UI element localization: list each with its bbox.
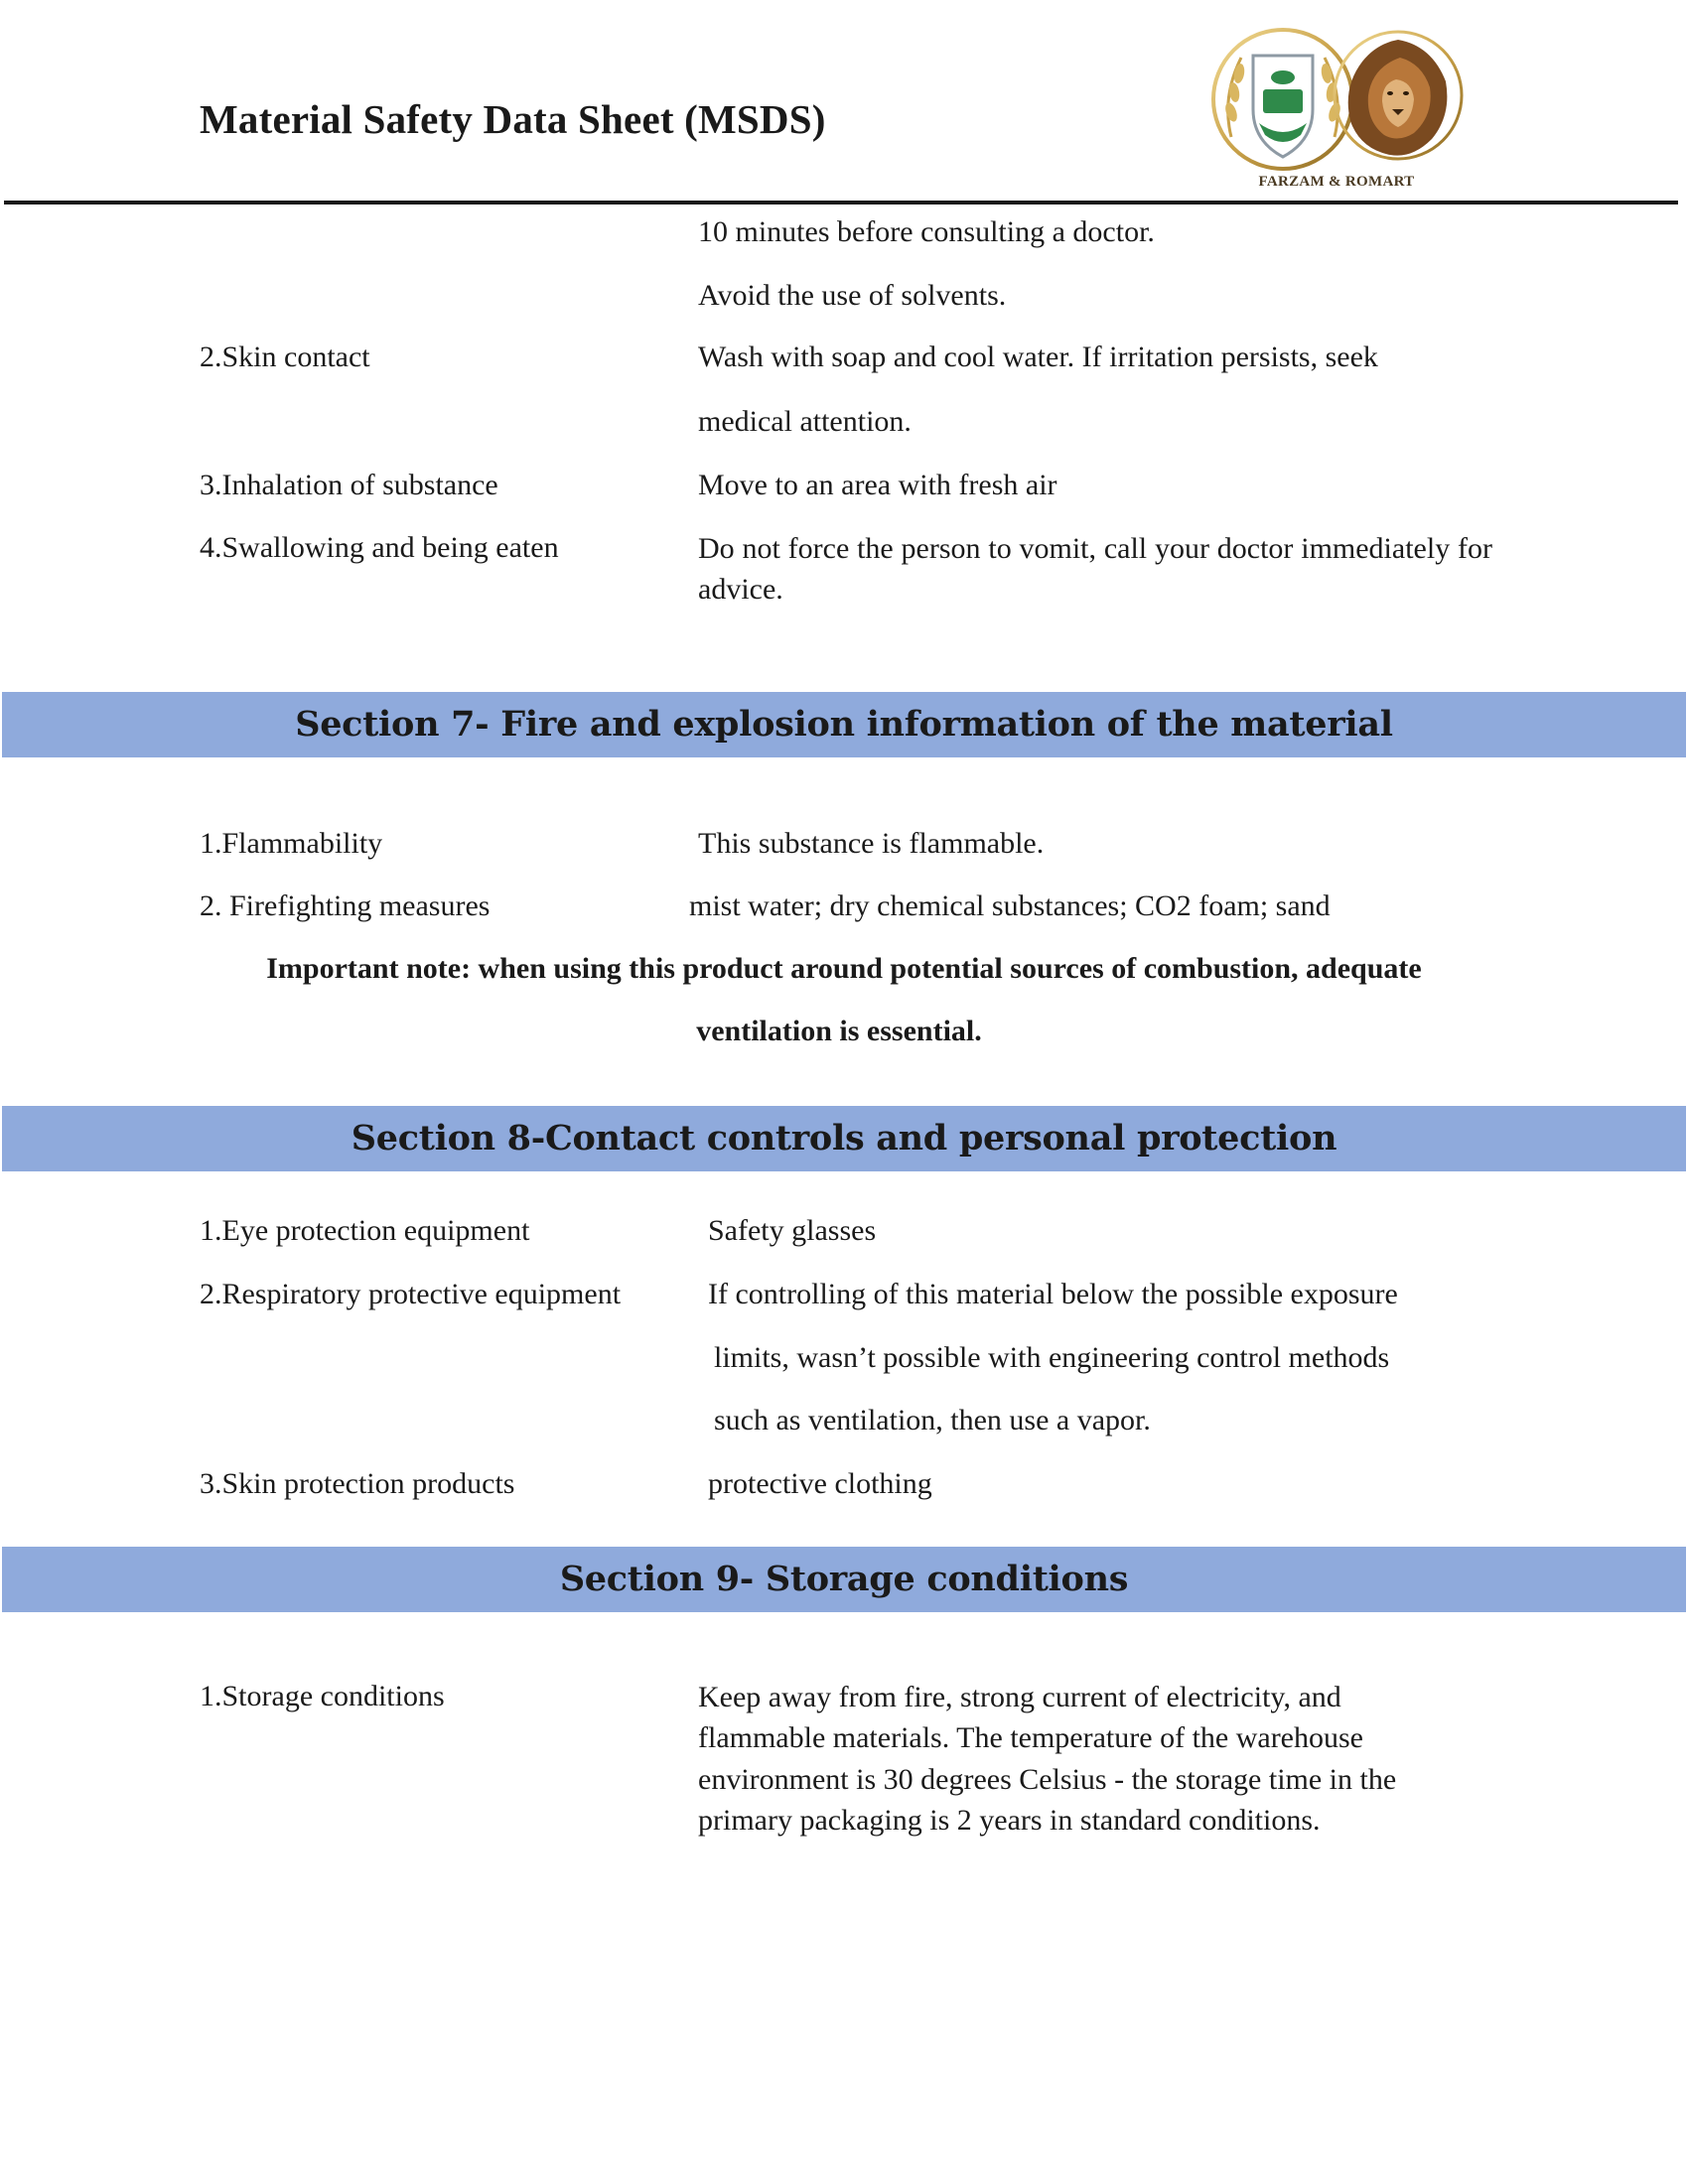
section-9-value-storage-line4: primary packaging is 2 years in standard conditions. <box>698 1804 1321 1837</box>
section-7-important-note-line2: ventilation is essential. <box>696 1015 982 1047</box>
first-aid-value-skin-line2: medical attention. <box>698 405 912 438</box>
section-7-value-firefighting: mist water; dry chemical substances; CO2 foam; sand <box>689 889 1331 922</box>
section-7-label-flammability: 1.Flammability <box>200 827 383 860</box>
first-aid-label-swallowing: 4.Swallowing and being eaten <box>200 531 559 564</box>
section-8-header <box>2 1106 1686 1171</box>
section-8-label-skin: 3.Skin protection products <box>200 1467 515 1500</box>
section-7-title: Section 7- Fire and explosion information of the material <box>295 704 1393 745</box>
first-aid-solvents-note: Avoid the use of solvents. <box>698 279 1007 312</box>
logo-emblem-icon <box>1201 18 1479 197</box>
header-divider <box>4 201 1678 205</box>
section-7-label-firefighting: 2. Firefighting measures <box>200 889 491 922</box>
company-logo <box>1201 18 1479 197</box>
section-7-value-flammability: This substance is flammable. <box>698 827 1045 860</box>
section-9-value-storage-line3: environment is 30 degrees Celsius - the storage time in the <box>698 1763 1397 1796</box>
section-8-value-skin: protective clothing <box>708 1467 932 1500</box>
logo-caption: FARZAM & ROMART <box>1258 174 1415 190</box>
section-8-value-eye: Safety glasses <box>708 1214 877 1247</box>
section-8-value-respiratory-line1: If controlling of this material below the possible exposure <box>708 1278 1398 1310</box>
section-8-value-respiratory-line2: limits, wasn’t possible with engineering control methods <box>714 1341 1390 1374</box>
section-8-label-respiratory: 2.Respiratory protective equipment <box>200 1278 622 1310</box>
section-7-important-note-line1: Important note: when using this product around potential sources of combustion, adequate <box>266 952 1422 985</box>
first-aid-value-skin-line1: Wash with soap and cool water. If irritation persists, seek <box>698 341 1378 373</box>
section-9-value-storage-line1: Keep away from fire, strong current of electricity, and <box>698 1681 1341 1713</box>
section-8-value-respiratory-line3: such as ventilation, then use a vapor. <box>714 1404 1151 1436</box>
first-aid-value-inhalation: Move to an area with fresh air <box>698 469 1057 501</box>
section-9-label-storage: 1.Storage conditions <box>200 1680 445 1712</box>
section-9-value-storage-line2: flammable materials. The temperature of the warehouse <box>698 1721 1363 1754</box>
first-aid-eye-continuation: 10 minutes before consulting a doctor. <box>698 215 1155 248</box>
first-aid-value-swallowing: Do not force the person to vomit, call your doctor immediately for advice. <box>698 532 1492 606</box>
document-title: Material Safety Data Sheet (MSDS) <box>200 96 826 142</box>
section-7-header <box>2 692 1686 757</box>
section-9-title: Section 9- Storage conditions <box>559 1559 1129 1599</box>
section-8-label-eye: 1.Eye protection equipment <box>200 1214 530 1247</box>
first-aid-label-skin: 2.Skin contact <box>200 341 370 373</box>
first-aid-label-inhalation: 3.Inhalation of substance <box>200 469 498 501</box>
section-9-header <box>2 1547 1686 1612</box>
section-8-title: Section 8-Contact controls and personal protection <box>351 1118 1337 1159</box>
